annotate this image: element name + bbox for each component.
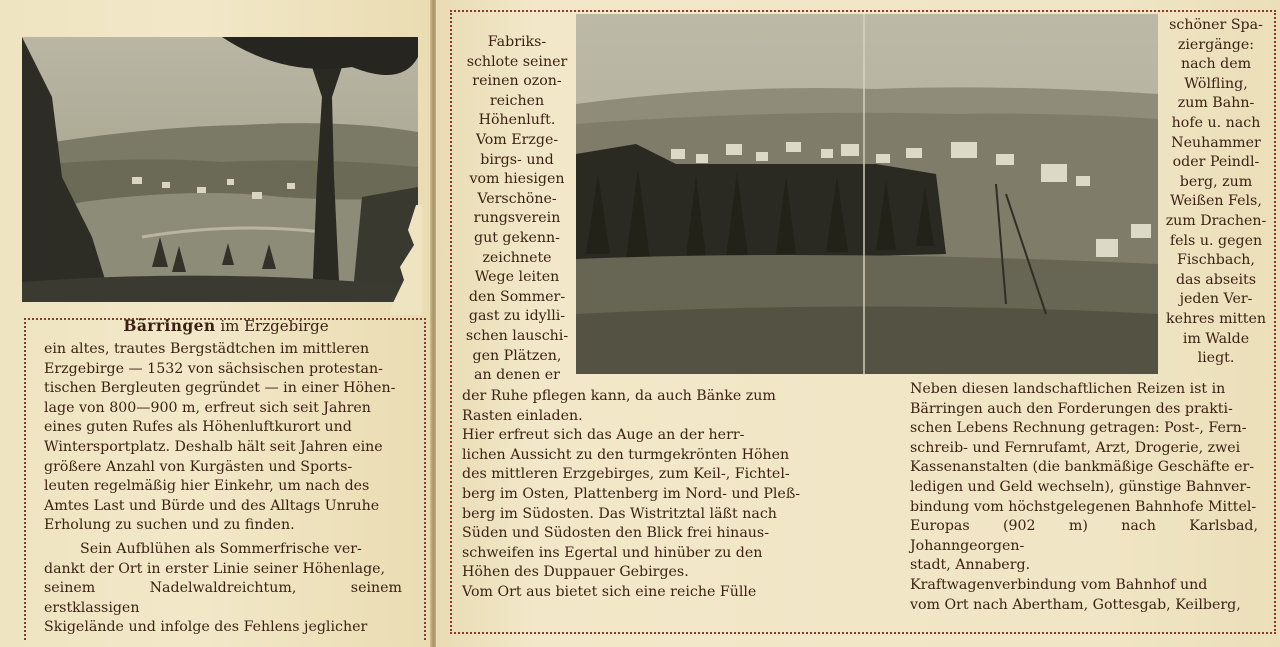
heading-place-name: Bärringen bbox=[123, 316, 216, 335]
right-left-column: Fabriks- schlote seiner reinen ozon- reichen Höhenluft. Vom Erzge- birgs- und vom hiesigen Verschöne- rungsverein gut gekenn- zeichnete Wege leiten den Sommer- gast zu idylli- schen lauschi- gen Plätzen, an denen er bbox=[465, 34, 569, 384]
paper-tear bbox=[386, 205, 422, 315]
right-bottom-right-text: Neben diesen landschaftlichen Reizen ist in Bärringen auch den Forderungen des prakti- schen Lebens Rechnung getragen: Post-, Fern- schreib- und Fernrufamt, Arzt, Drogerie, zwei Kassenanstalten (die bankmäßige Geschäfte er- ledigen und Geld wechseln), günstige Bahnver- bindung vom höchstgelegenen Bahnhofe Mittel- Europas (902 m) nach Karlsbad, Johanngeorgen- stadt, Annaberg. Kraftwagenverbindung vom Bahnhof und vom Ort nach Abertham, Gottesgab, Keilberg, bbox=[910, 381, 1258, 613]
photo-bärringen-tree-valley bbox=[22, 37, 418, 302]
photo-bärringen-panorama bbox=[576, 14, 1158, 374]
left-paragraph-1: ein altes, trautes Bergstädtchen im mittleren Erzgebirge — 1532 von sächsischen protestan- tischen Bergleuten gegründet — in einer Höhen- lage von 800—900 m, erfreut sich seit Jahren eines guten Rufes als Höhenluftkurort und Wintersportplatz. Deshalb hält seit Jahren eine größere Anzahl von Kurgästen und Sports- leuten regelmäßig hier Einkehr, um nach des Amtes Last und Bürde und des Alltags Unruhe Erholung zu suchen und zu finden. bbox=[44, 341, 396, 534]
left-page bbox=[0, 0, 432, 647]
right-page bbox=[436, 0, 1280, 647]
heading-bärringen bbox=[36, 316, 416, 336]
left-paragraph-2: Sein Aufblühen als Sommerfrische ver- dankt der Ort in erster Linie seiner Höhenlage, seinem Nadelwaldreichtum, seinem erstklassigen Skigelände und infolge des Fehlens jeglicher bbox=[44, 541, 402, 636]
right-right-column: schöner Spa- ziergänge: nach dem Wölfling, zum Bahn- hofe u. nach Neuhammer oder Peindl- berg, zum Weißen Fels, zum Drachen- fels u. gegen Fischbach, das abseits jeden Ver- kehres mitten im Walde liegt. bbox=[1165, 17, 1267, 367]
heading-region: im Erzgebirge bbox=[220, 317, 329, 335]
right-bottom-left-text: der Ruhe pflegen kann, da auch Bänke zum Rasten einladen. Hier erfreut sich das Auge an der herr- lichen Aussicht zu den turmgekrönten Höhen des mittleren Erzgebirges, zum Keil-, Fichtel- berg im Osten, Plattenberg im Nord- und Pleß- berg im Südosten. Das Wistritztal läßt nach Süden und Südosten den Blick frei hinaus- schweifen ins Egertal und hinüber zu den Höhen des Duppauer Gebirges. Vom Ort aus bietet sich eine reiche Fülle bbox=[462, 388, 801, 600]
